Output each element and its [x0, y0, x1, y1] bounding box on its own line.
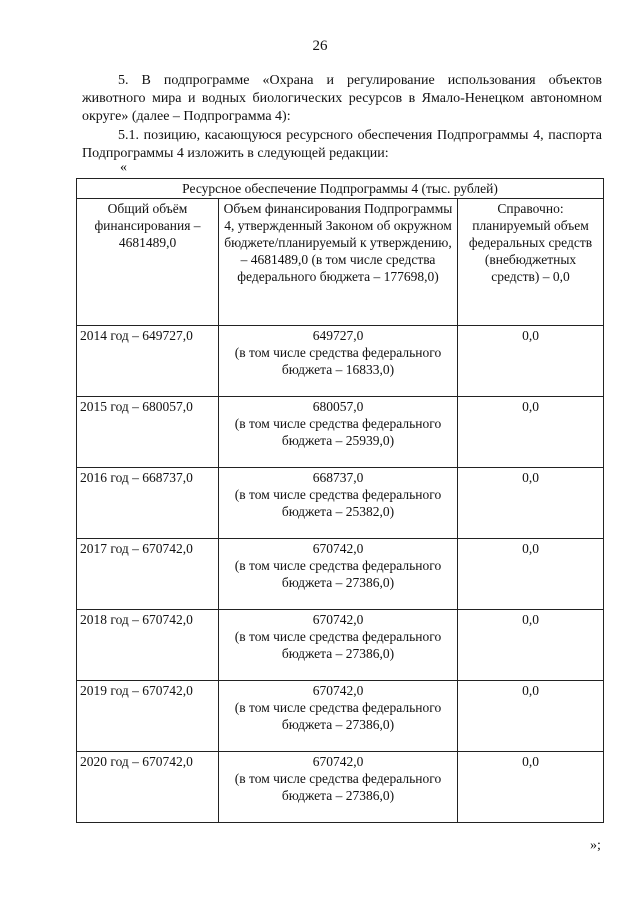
header-approved: Объем финансирования Подпрограммы 4, утвержденный Законом об окружном бюджете/планируемый к утверждению, – 4681489,0 (в том числе средства федерального бюджета – 177698,0) — [219, 199, 458, 326]
page-number: 26 — [312, 38, 328, 54]
row-reference: 0,0 — [458, 610, 604, 681]
row-federal: (в том числе средства федерального бюджета – 25382,0) — [234, 487, 442, 519]
table-row — [77, 681, 604, 752]
row-federal: (в том числе средства федерального бюджета – 16833,0) — [234, 345, 442, 377]
row-federal: (в том числе средства федерального бюджета – 27386,0) — [234, 700, 442, 732]
row-amount-cell — [219, 681, 458, 752]
row-year: 2020 год – 670742,0 — [77, 752, 219, 823]
intro-paragraph-2-text: 5.1. позицию, касающуюся ресурсного обеспечения Подпрограммы 4, паспорта Подпрограммы 4 изложить в следующей редакции: — [82, 128, 602, 161]
table-header-row — [77, 199, 604, 326]
table-row — [77, 326, 604, 397]
row-reference: 0,0 — [458, 681, 604, 752]
row-federal: (в том числе средства федерального бюджета – 27386,0) — [234, 629, 442, 661]
header-reference: Справочно: планируемый объем федеральных средств (внебюджетных средств) – 0,0 — [458, 199, 604, 326]
row-amount: 668737,0 — [312, 470, 364, 485]
row-reference: 0,0 — [458, 326, 604, 397]
row-reference: 0,0 — [458, 539, 604, 610]
close-quote: »; — [590, 838, 601, 853]
row-amount: 670742,0 — [312, 541, 364, 556]
open-quote: « — [120, 160, 127, 175]
row-year: 2017 год – 670742,0 — [77, 539, 219, 610]
resource-table — [76, 178, 604, 823]
row-amount-cell — [219, 610, 458, 681]
table-row — [77, 397, 604, 468]
table-row — [77, 752, 604, 823]
intro-paragraph-2 — [82, 127, 602, 163]
table-caption: Ресурсное обеспечение Подпрограммы 4 (тыс. рублей) — [77, 179, 604, 199]
row-reference: 0,0 — [458, 397, 604, 468]
row-federal: (в том числе средства федерального бюджета – 25939,0) — [234, 416, 442, 448]
intro-paragraph-1-text: 5. В подпрограмме «Охрана и регулирование использования объектов животного мира и водных биологических ресурсов в Ямало-Ненецком автономном округе» (далее – Подпрограмма 4): — [82, 73, 602, 124]
row-year: 2019 год – 670742,0 — [77, 681, 219, 752]
row-amount-cell — [219, 397, 458, 468]
row-amount: 670742,0 — [312, 754, 364, 769]
table-row — [77, 468, 604, 539]
table-row — [77, 539, 604, 610]
row-federal: (в том числе средства федерального бюджета – 27386,0) — [234, 771, 442, 803]
row-amount: 680057,0 — [312, 399, 364, 414]
row-year: 2018 год – 670742,0 — [77, 610, 219, 681]
row-reference: 0,0 — [458, 468, 604, 539]
row-amount-cell — [219, 752, 458, 823]
table-caption-row — [77, 179, 604, 199]
row-amount-cell — [219, 468, 458, 539]
row-federal: (в том числе средства федерального бюджета – 27386,0) — [234, 558, 442, 590]
row-amount-cell — [219, 539, 458, 610]
row-year: 2016 год – 668737,0 — [77, 468, 219, 539]
header-total: Общий объём финансирования – 4681489,0 — [77, 199, 219, 326]
row-amount: 670742,0 — [312, 683, 364, 698]
intro-paragraph-1 — [82, 72, 602, 126]
row-reference: 0,0 — [458, 752, 604, 823]
table-row — [77, 610, 604, 681]
row-year: 2014 год – 649727,0 — [77, 326, 219, 397]
row-year: 2015 год – 680057,0 — [77, 397, 219, 468]
row-amount: 649727,0 — [312, 328, 364, 343]
row-amount: 670742,0 — [312, 612, 364, 627]
row-amount-cell — [219, 326, 458, 397]
